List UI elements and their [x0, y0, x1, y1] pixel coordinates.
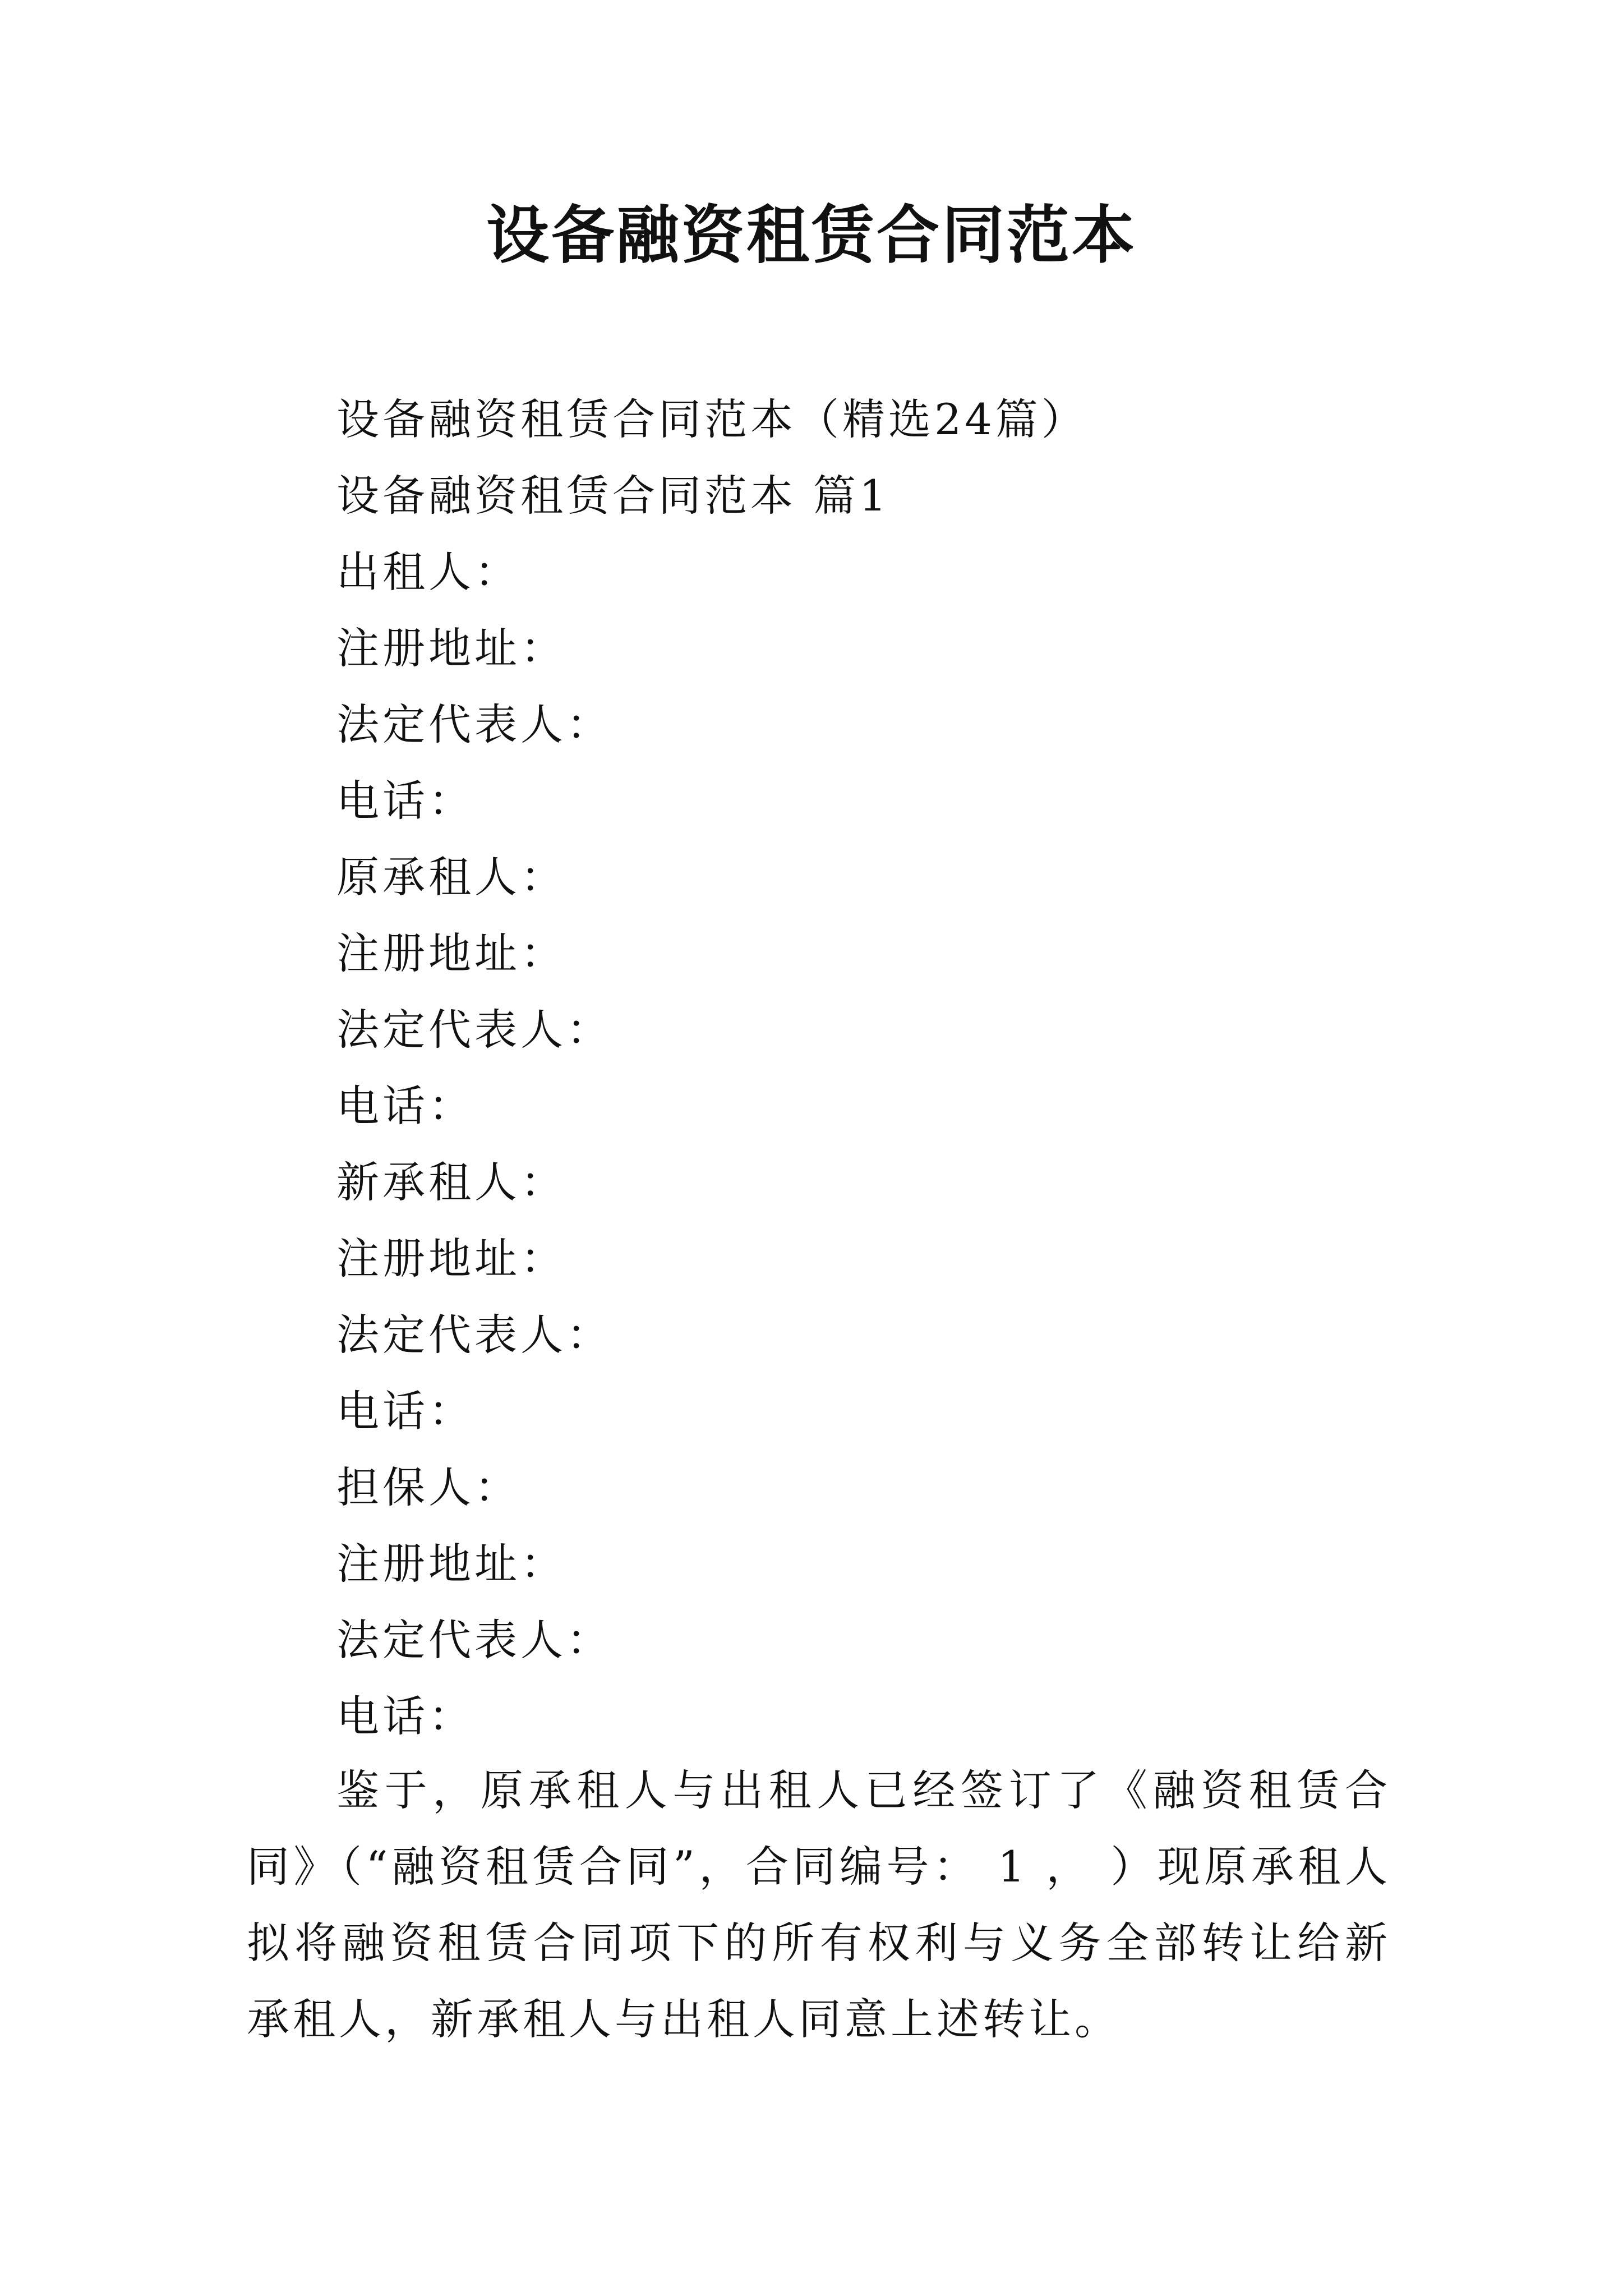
lessor-address-label: 注册地址：	[336, 623, 566, 673]
new-lessee-label: 新承租人：	[336, 1157, 566, 1207]
new-lessee-address-label: 注册地址：	[336, 1234, 566, 1283]
new-lessee-representative-label: 法定代表人：	[336, 1310, 612, 1360]
subtitle-line: 设备融资租赁合同范本（精选24篇）	[336, 394, 1087, 444]
original-lessee-phone-label: 电话：	[336, 1081, 474, 1131]
original-lessee-representative-label: 法定代表人：	[336, 1005, 612, 1055]
guarantor-address-label: 注册地址：	[336, 1539, 566, 1589]
guarantor-phone-label: 电话：	[336, 1691, 474, 1741]
new-lessee-phone-label: 电话：	[336, 1386, 474, 1436]
lessor-phone-label: 电话：	[336, 776, 474, 826]
original-lessee-address-label: 注册地址：	[336, 928, 566, 978]
original-lessee-label: 原承租人：	[336, 852, 566, 902]
recital-paragraph: 鉴于，原承租人与出租人已经签订了《融资租赁合同》（“融资租赁合同”，合同编号： 1 ， ）现原承租人拟将融资租赁合同项下的所有权利与义务全部转让给新承租人，新承租人与出租人同意上述转让。	[247, 1765, 1391, 2044]
guarantor-representative-label: 法定代表人：	[336, 1615, 612, 1665]
section-heading: 设备融资租赁合同范本 篇1	[336, 471, 890, 521]
contract-field-list	[336, 381, 1514, 1755]
guarantor-label: 担保人：	[336, 1462, 520, 1512]
lessor-representative-label: 法定代表人：	[336, 700, 612, 749]
document-title: 设备融资租赁合同范本	[486, 199, 1137, 272]
lessor-label: 出租人：	[336, 547, 520, 597]
